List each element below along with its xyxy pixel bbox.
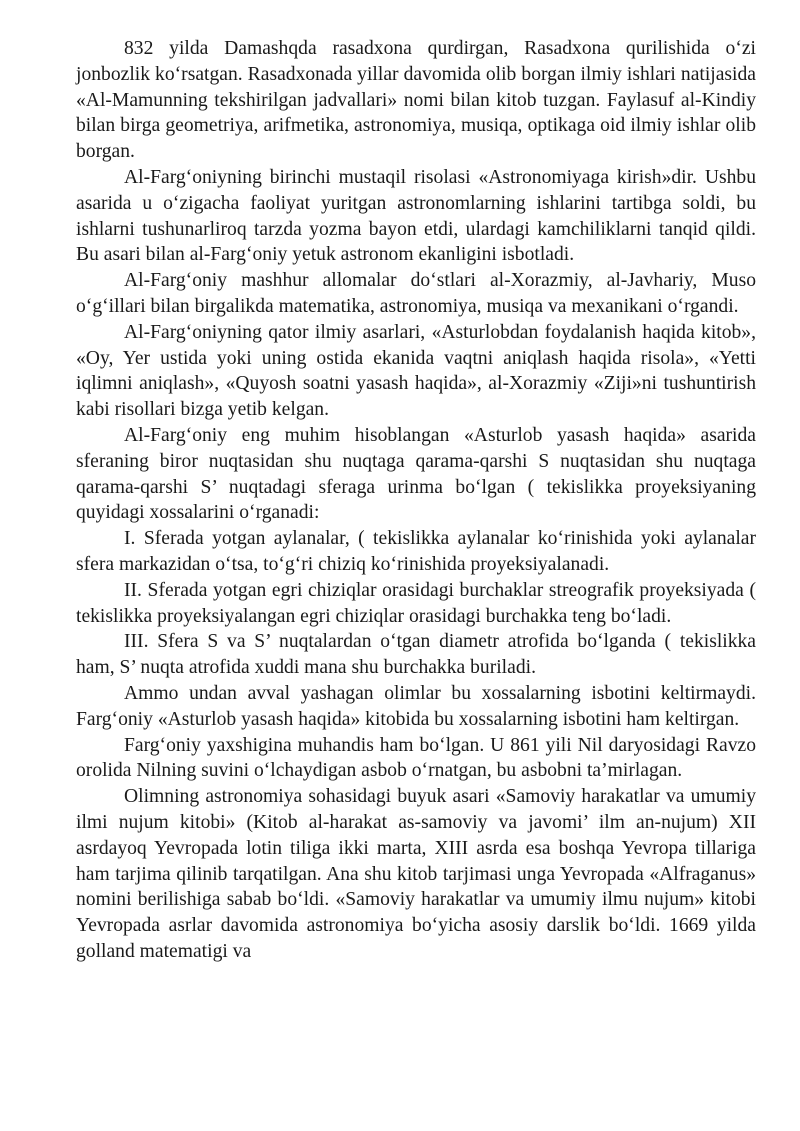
paragraph: Al-Farg‘oniyning qator ilmiy asarlari, «Asturlobdan foydalanish haqida kitob», «Oy, Yer ustida yoki uning ostida ekanida vaqtni aniqlash haqida risola», «Yetti iqlimni aniqlash», «Quyosh soatni yasash haqida», al-Xorazmiy «Ziji»ni tushuntirish kabi risollari bizga yetib kelgan.	[76, 321, 756, 421]
paragraph: Olimning astronomiya sohasidagi buyuk asari «Samoviy harakatlar va umumiy ilmi nujum kitobi» (Kitob al-harakat as-samoviy va javomi’ ilm an-nujum) XII asrdayoq Yevropada lotin tiliga ikki marta, XIII asrda esa boshqa Yevropa tillariga ham tarjima qilinib tarqatilgan. Ana shu kitob tarjimasi unga Yevropada «Alfraganus» nomini berilishiga sabab bo‘ldi. «Samoviy harakatlar va umumiy ilmu nujum» kitobi Yevropada asrlar davomida astronomiya bo‘yicha asosiy darslik bo‘ldi. 1669 yilda golland matematigi va	[76, 786, 756, 962]
paragraph: I. Sferada yotgan aylanalar, ( tekislikka aylanalar ko‘rinishida yoki aylanalar sfera markazidan o‘tsa, to‘g‘ri chiziq ko‘rinishida proyeksiyalanadi.	[76, 528, 756, 575]
paragraph: III. Sfera S va S’ nuqtalardan o‘tgan diametr atrofida bo‘lganda ( tekislikka ham, S’ nuqta atrofida xuddi mana shu burchakka buriladi.	[76, 631, 756, 679]
paragraph: Farg‘oniy yaxshigina muhandis ham bo‘lgan. U 861 yili Nil daryosidagi Ravzo orolida Nilning suvini o‘lchaydigan asbob o‘rnatgan, bu asbobni ta’mirlagan.	[76, 734, 756, 782]
document-page	[76, 36, 756, 965]
paragraph: 832 yilda Damashqda rasadxona qurdirgan, Rasadxona qurilishida o‘zi jonbozlik ko‘rsatgan. Rasadxonada yillar davomida olib borgan ilmiy ishlari natijasida «Al-Mamunning tekshirilgan jadvallari» nomi bilan kitob tuzgan. Faylasuf al-Kindiy bilan birga geometriya, arifmetika, astronomiya, musiqa, optikaga oid ilmiy ishlar olib borgan.	[76, 38, 756, 163]
paragraph: Al-Farg‘oniyning birinchi mustaqil risolasi «Astronomiyaga kirish»dir. Ushbu asarida u o‘zigacha faoliyat yuritgan astronomlarning ishlarini tartibga soldi, bu ishlarni tushunarliroq tarzda yozma bayon etdi, ulardagi kamchiliklarni tanqid qildi. Bu asari bilan al-Farg‘oniy yetuk astronom ekanligini isbotladi.	[76, 166, 756, 266]
paragraph: Al-Farg‘oniy mashhur allomalar do‘stlari al-Xorazmiy, al-Javhariy, Muso o‘g‘illari bilan birgalikda matematika, astronomiya, musiqa va mexanikani o‘rgandi.	[76, 270, 756, 317]
paragraph: Ammo undan avval yashagan olimlar bu xossalarning isbotini keltirmaydi. Farg‘oniy «Asturlob yasash haqida» kitobida bu xossalarning isbotini ham keltirgan.	[76, 682, 756, 730]
paragraph: II. Sferada yotgan egri chiziqlar orasidagi burchaklar streografik proyeksiyada ( tekislikka proyeksiyalangan egri chiziqlar orasidagi burchakka teng bo‘ladi.	[76, 579, 756, 627]
paragraph: Al-Farg‘oniy eng muhim hisoblangan «Asturlob yasash haqida» asarida sferaning biror nuqtasidan shu nuqtaga qarama-qarshi S nuqtasidan shu nuqtaga qarama-qarshi S’ nuqtadagi sferaga urinma bo‘lgan ( tekislikka proyeksiyaning quyidagi xossalarini o‘rganadi:	[76, 424, 756, 524]
